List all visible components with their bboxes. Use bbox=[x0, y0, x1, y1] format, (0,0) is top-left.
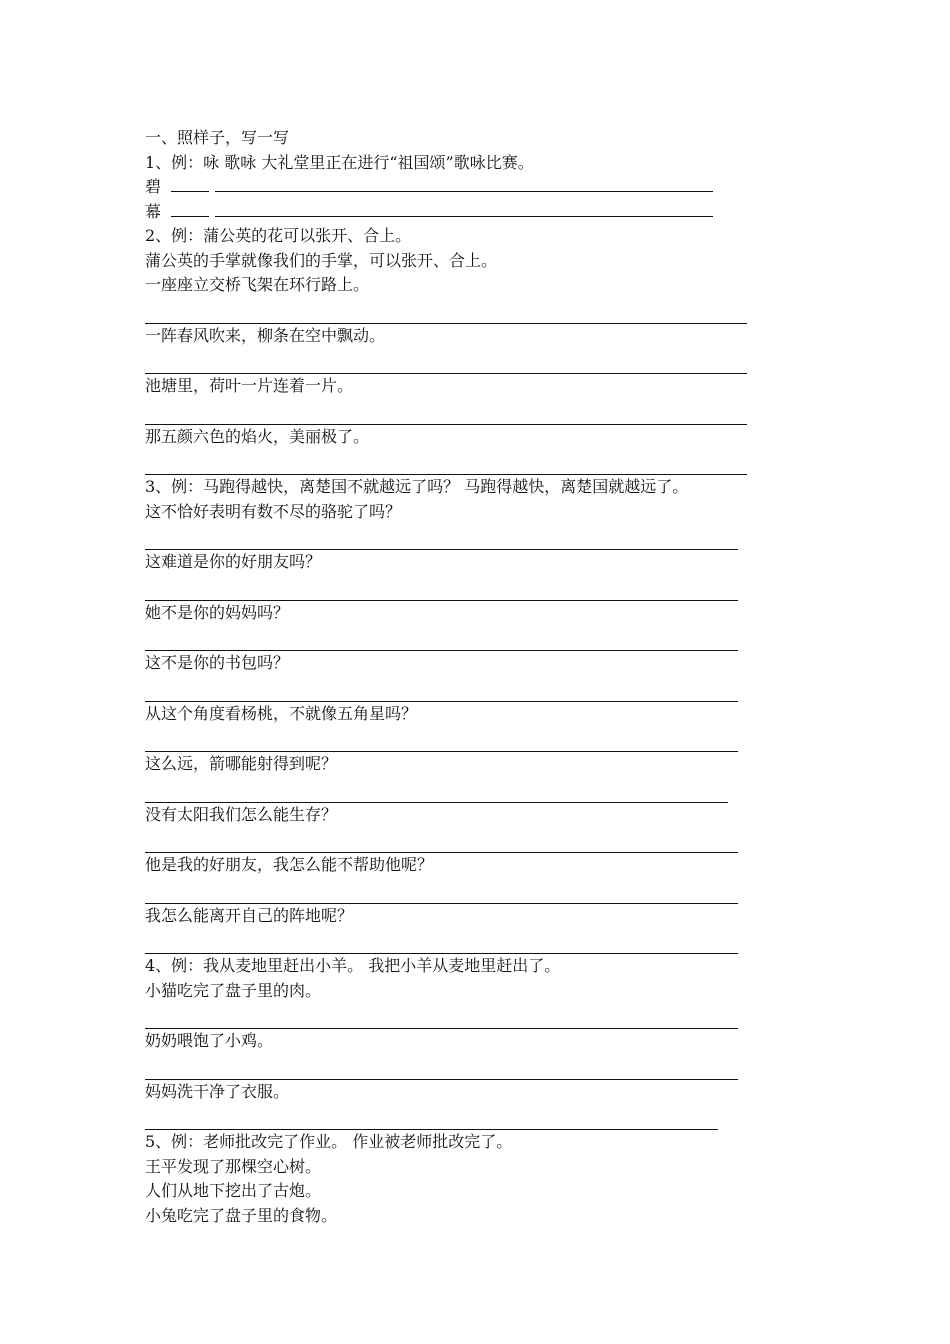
q3-item: 这难道是你的好朋友吗？ bbox=[145, 552, 322, 571]
answer-line[interactable] bbox=[145, 575, 738, 601]
q2-item: 一座座立交桥飞架在环行路上。 bbox=[145, 275, 370, 294]
answer-line[interactable] bbox=[145, 1054, 738, 1080]
q3-example: 3、例：马跑得越快，离楚国不就越远了吗？ 马跑得越快，离楚国就越远了。 bbox=[145, 477, 689, 496]
q5-example: 5、例：老师批改完了作业。 作业被老师批改完了。 bbox=[145, 1132, 513, 1151]
q4-item: 妈妈洗干净了衣服。 bbox=[145, 1081, 290, 1101]
q2-item: 池塘里，荷叶一片连着一片。 bbox=[145, 376, 354, 395]
q4-item: 小猫吃完了盘子里的肉。 bbox=[145, 980, 322, 1000]
q5-item: 王平发现了那棵空心树。 bbox=[145, 1156, 322, 1176]
answer-line[interactable] bbox=[145, 298, 747, 324]
answer-line[interactable] bbox=[145, 777, 728, 803]
answer-line[interactable] bbox=[145, 399, 747, 425]
answer-line[interactable] bbox=[145, 1104, 718, 1130]
q5-item: 小兔吃完了盘子里的食物。 bbox=[145, 1205, 338, 1225]
answer-line[interactable] bbox=[145, 1003, 738, 1029]
q2-example-answer: 蒲公英的手掌就像我们的手掌，可以张开、合上。 bbox=[145, 250, 498, 270]
answer-line[interactable] bbox=[145, 676, 738, 702]
q1-example: 1、例：咏 歌咏 大礼堂里正在进行“祖国颂”歌咏比赛。 bbox=[145, 152, 534, 172]
q1-sentence-blank[interactable] bbox=[215, 202, 713, 217]
q2-example: 2、例：蒲公英的花可以张开、合上。 bbox=[145, 226, 412, 245]
q2-item: 那五颜六色的焰火，美丽极了。 bbox=[145, 426, 370, 446]
answer-line[interactable] bbox=[145, 449, 747, 475]
q5-item: 人们从地下挖出了古炮。 bbox=[145, 1181, 322, 1200]
q1-item-char: 碧 bbox=[145, 177, 162, 196]
q2-item: 一阵春风吹来，柳条在空中飘动。 bbox=[145, 325, 386, 345]
q3-item: 她不是你的妈妈吗？ bbox=[145, 602, 290, 622]
q1-word-blank[interactable] bbox=[171, 202, 209, 217]
q3-item: 我怎么能离开自己的阵地呢？ bbox=[145, 905, 354, 925]
answer-line[interactable] bbox=[145, 348, 747, 374]
q1-item-row bbox=[145, 200, 845, 225]
q3-item: 这不是你的书包吗？ bbox=[145, 653, 290, 672]
answer-line[interactable] bbox=[145, 827, 738, 853]
answer-line[interactable] bbox=[145, 524, 738, 550]
q3-item: 没有太阳我们怎么能生存？ bbox=[145, 804, 338, 824]
q3-item: 这么远，箭哪能射得到呢？ bbox=[145, 754, 338, 773]
q1-item-char: 幕 bbox=[145, 201, 162, 221]
section-heading: 一、照样子，写一写 bbox=[145, 128, 290, 147]
answer-line[interactable] bbox=[145, 625, 738, 651]
q4-example: 4、例：我从麦地里赶出小羊。 我把小羊从麦地里赶出了。 bbox=[145, 956, 561, 975]
q3-item: 他是我的好朋友，我怎么能不帮助他呢？ bbox=[145, 855, 434, 874]
answer-line[interactable] bbox=[145, 878, 738, 904]
q1-word-blank[interactable] bbox=[171, 177, 209, 192]
q1-item-row bbox=[145, 175, 845, 200]
q1-sentence-blank[interactable] bbox=[215, 177, 713, 192]
q3-item: 从这个角度看杨桃，不就像五角星吗？ bbox=[145, 703, 418, 723]
answer-line[interactable] bbox=[145, 928, 738, 954]
answer-line[interactable] bbox=[145, 726, 738, 752]
q4-item: 奶奶喂饱了小鸡。 bbox=[145, 1031, 274, 1050]
worksheet bbox=[145, 126, 845, 1228]
q3-item: 这不恰好表明有数不尽的骆驼了吗？ bbox=[145, 501, 402, 521]
